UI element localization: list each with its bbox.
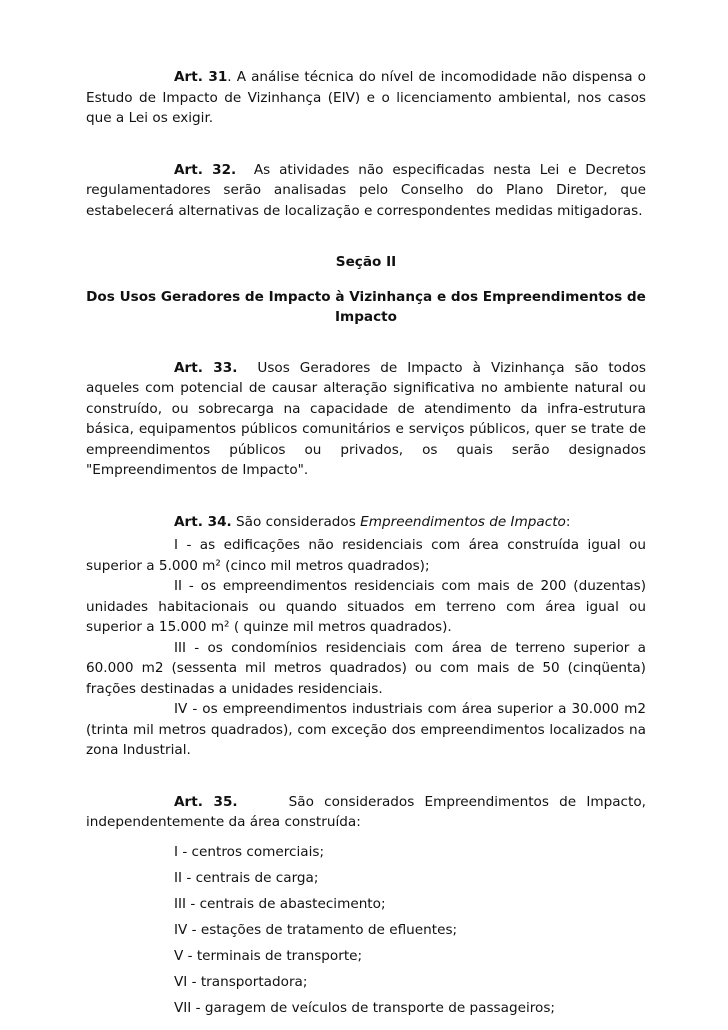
article-35-label: Art. 35.: [174, 793, 238, 810]
article-35-item: I - centros comerciais;: [174, 843, 325, 860]
article-34-text-before: São considerados: [231, 513, 361, 530]
article-35-item: VII - garagem de veículos de transporte de passageiros;: [174, 999, 555, 1016]
article-32-label: Art. 32.: [174, 161, 237, 178]
article-35-text: São considerados Empreendimentos de Impacto, independentemente da área construída:: [86, 793, 651, 830]
article-31-label: Art. 31: [174, 69, 228, 85]
article-31: [86, 67, 646, 129]
article-35-item: V - terminais de transporte;: [174, 947, 363, 964]
article-34-item: I - as edificações não residenciais com área construída igual ou superior a 5.000 m² (cinco mil metros quadrados);: [86, 537, 646, 574]
section-subtitle-line1: Dos Usos Geradores de Impacto à Vizinhança e dos Empreendimentos de: [86, 288, 646, 305]
article-34-text-after: :: [565, 513, 571, 530]
article-33-label: Art. 33.: [174, 359, 238, 376]
article-34-label: Art. 34.: [174, 513, 232, 530]
article-33-text: Usos Geradores de Impacto à Vizinhança são todos aqueles com potencial de causar alteração significativa no ambiente natural ou construído, ou sobrecarga na capacidade de atendimento da infra-estrutura básica, equipamentos públicos comunitários e serviços públicos, quer se trate de empreendimentos públicos ou privados, os quais serão designados "Empreendimentos de Impacto".: [86, 359, 651, 478]
article-35-item: II - centrais de carga;: [174, 869, 319, 886]
section-title: Seção II: [335, 254, 397, 270]
article-34-item: II - os empreendimentos residenciais com mais de 200 (duzentas) unidades habitacionais ou quando situados em terreno com área igual ou superior a 15.000 m² ( quinze mil metros quadrados).: [86, 578, 646, 635]
article-34-item: III - os condomínios residenciais com área de terreno superior a 60.000 m2 (sessenta mil metros quadrados) ou com mais de 50 (cinqüenta) frações destinadas a unidades residenciais.: [86, 639, 646, 697]
article-33: [86, 358, 651, 481]
document-page: [86, 67, 651, 1021]
article-32: [86, 160, 651, 222]
article-35-item: IV - estações de tratamento de efluentes;: [174, 921, 458, 938]
article-32-text: As atividades não especificadas nesta Lei e Decretos regulamentadores serão analisadas pelo Conselho do Plano Diretor, que estabelecerá alternativas de localização e correspondentes medidas mitigadoras.: [86, 161, 651, 219]
section-subtitle-line2: Impacto: [334, 309, 398, 325]
article-34-text-italic: Empreendimentos de Impacto: [360, 513, 566, 530]
article-34: [86, 512, 646, 533]
article-35-item: VI - transportadora;: [174, 973, 308, 990]
article-35-item: III - centrais de abastecimento;: [174, 895, 386, 912]
article-34-item: IV - os empreendimentos industriais com área superior a 30.000 m2 (trinta mil metros quadrados), com exceção dos empreendimentos localizados na zona Industrial.: [86, 701, 646, 758]
section-subtitle: [86, 287, 646, 328]
article-35: [86, 792, 651, 833]
article-31-text: . A análise técnica do nível de incomodidade não dispensa o Estudo de Impacto de Vizinhança (EIV) e o licenciamento ambiental, nos casos que a Lei os exigir.: [86, 69, 646, 126]
